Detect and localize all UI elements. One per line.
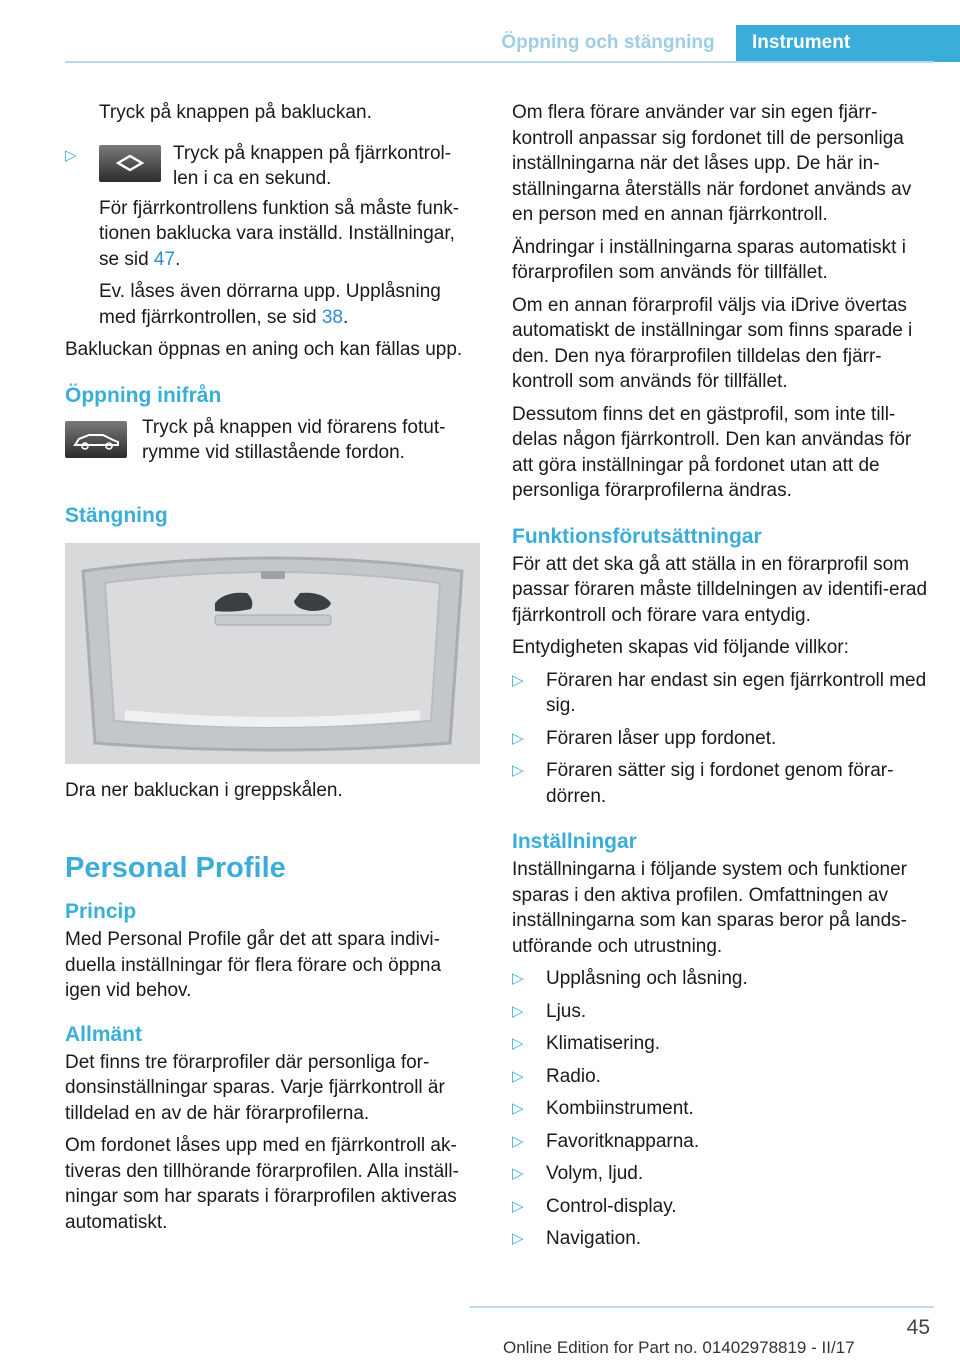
remote-tailgate-button-icon [99,145,161,182]
bullet-marker: ▷ [512,1002,524,1020]
bullet-marker: ▷ [512,1165,524,1182]
paragraph-idrive-profile: Om en annan förarprofil väljs via iDrive övertas automatiskt de inställningar som finns sparade i den. Den nya förarprofilen tilldelas den fjärr‐kontroll som används för tillfället. [512,294,913,392]
paragraph-tailgate-opens: Bakluckan öppnas en aning och kan fällas upp. [65,339,463,360]
paragraph-pull-down-tailgate: Dra ner bakluckan i greppskålen. [65,779,343,801]
list-item-text: Kombiinstrument. [546,1098,694,1119]
list-item [512,1129,930,1155]
bullet-marker: ▷ [512,1035,524,1052]
list-item-text: Föraren har endast sin egen fjärrkontroll med sig. [546,669,927,716]
remote-function-text: För fjärrkontrollens funktion så måste funk‐tionen baklucka vara inställd. Inställningar, se sid [99,197,460,270]
paragraph-settings: Inställningarna i följande system och funktioner sparas i den aktiva profilen. Omfattningen av inställningarna som kan sparas beror på lands‐utförande och utrustning. [512,859,908,957]
heading-principle: Princip [65,900,137,923]
heading-function-requirements: Funktionsförutsättningar [512,524,762,548]
paragraph-changes-saved: Ändringar i inställningarna sparas automatiskt i förarprofilen som används för tillfället. [512,236,906,283]
list-item-text: Navigation. [546,1228,642,1249]
doors-unlock-text: Ev. låses även dörrarna upp. Upplåsning med fjärrkontrollen, se sid [99,281,441,328]
list-item [512,1161,930,1187]
list-item-text: Föraren sätter sig i fordonet genom förar‐dörren. [546,760,894,807]
header-rule [65,61,934,63]
interior-tailgate-button-icon [65,421,127,458]
paragraph-general-1: Det finns tre förarprofiler där personliga for‐donsinställningar sparas. Varje fjärrkontroll är tilldelad en av de här förarprofilerna. [65,1051,445,1124]
list-item-text: Control-display. [546,1195,677,1217]
list-item [512,966,930,992]
running-header-chapter: Instrument [736,25,960,62]
list-item-text: Radio. [546,1065,601,1087]
remote-instruction-line-2: len i ca en sekund. [173,168,332,189]
list-item [512,668,930,719]
edition-note: Online Edition for Part no. 01402978819 - II/17 [503,1338,855,1357]
list-item-text: Ljus. [546,1000,587,1022]
bullet-marker: ▷ [512,1067,524,1085]
paragraph-general-2: Om fordonet låses upp med en fjärrkontroll ak‐tiveras den tillhörande förarprofilen. Alla inställ‐ningar som har sparats i förarprofilen aktiveras automatiskt. [65,1135,459,1233]
paragraph-multiple-drivers: Om flera förare använder var sin egen fjärr‐kontroll anpassar sig fordonet till de personliga inställningarna när det låses upp. De här in‐ställningarna återställs när fordonet används av en person med en annan fjärrkontroll. [512,102,912,225]
right-column [512,100,930,1259]
page-number: 45 [906,1316,930,1339]
list-item-text: Volym, ljud. [546,1163,644,1184]
bullet-marker: ▷ [512,729,524,747]
list-item-text: Favoritknapparna. [546,1130,700,1152]
link-page-47[interactable]: 47 [153,248,176,270]
paragraph-uniqueness: Entydigheten skapas vid följande villkor: [512,637,849,658]
list-item [512,726,930,752]
paragraph-press-tailgate: Tryck på knappen på bakluckan. [99,102,372,123]
paragraph-remote-function: För fjärrkontrollens funktion så måste funk‐tionen baklucka vara inställd. Inställningar, se sid 47. [99,197,460,270]
paragraph-guest-profile: Dessutom finns det en gästprofil, som inte till‐delas någon fjärrkontroll. Den kan användas för att göra inställningar på fordonet utan att de personliga förarprofilerna ändras. [512,403,912,501]
paragraph-doors-unlock: Ev. låses även dörrarna upp. Upplåsning med fjärrkontrollen, se sid 38. [99,281,441,328]
bullet-marker: ▷ [512,1100,524,1117]
list-item [512,1064,930,1090]
link-page-38[interactable]: 38 [321,306,343,328]
heading-closing: Stängning [65,503,168,527]
bullet-marker: ▷ [512,970,524,987]
list-item [512,999,930,1025]
list-item [512,1226,930,1252]
bullet-marker: ▷ [512,762,524,779]
remote-instruction-line-1: Tryck på knappen på fjärrkontrol‐ [173,142,452,164]
list-item [512,1096,930,1122]
footer-rule [470,1306,934,1308]
list-item-text: Föraren låser upp fordonet. [546,727,777,749]
heading-personal-profile: Personal Profile [65,852,286,884]
tailgate-interior-photo [65,543,480,764]
bullet-marker: ▷ [512,1230,524,1247]
inside-instruction: Tryck på knappen vid förarens fotut‐rymme vid stillastående fordon. [142,416,446,463]
heading-opening-inside: Öppning inifrån [65,383,222,407]
list-item-text: Upplåsning och låsning. [546,968,748,989]
running-header-section: Öppning och stängning [501,32,715,53]
list-item [512,758,930,809]
heading-general: Allmänt [65,1022,143,1046]
list-item [512,1194,930,1220]
paragraph-func-requirements: För att det ska gå att ställa in en förarprofil som passar föraren måste tilldelningen av identifi‐erad fjärrkontroll och förare vara entydig. [512,553,928,626]
bullet-marker: ▷ [512,1197,524,1215]
bullet-marker: ▷ [512,671,524,689]
heading-settings: Inställningar [512,830,637,853]
list-item-text: Klimatisering. [546,1033,661,1054]
paragraph-principle: Med Personal Profile går det att spara indivi‐duella inställningar för flera förare och öppna igen vid behov. [65,929,442,1001]
bullet-marker: ▷ [512,1132,524,1150]
bullet-marker: ▷ [65,146,77,164]
list-item [512,1031,930,1057]
left-column [65,100,480,1242]
